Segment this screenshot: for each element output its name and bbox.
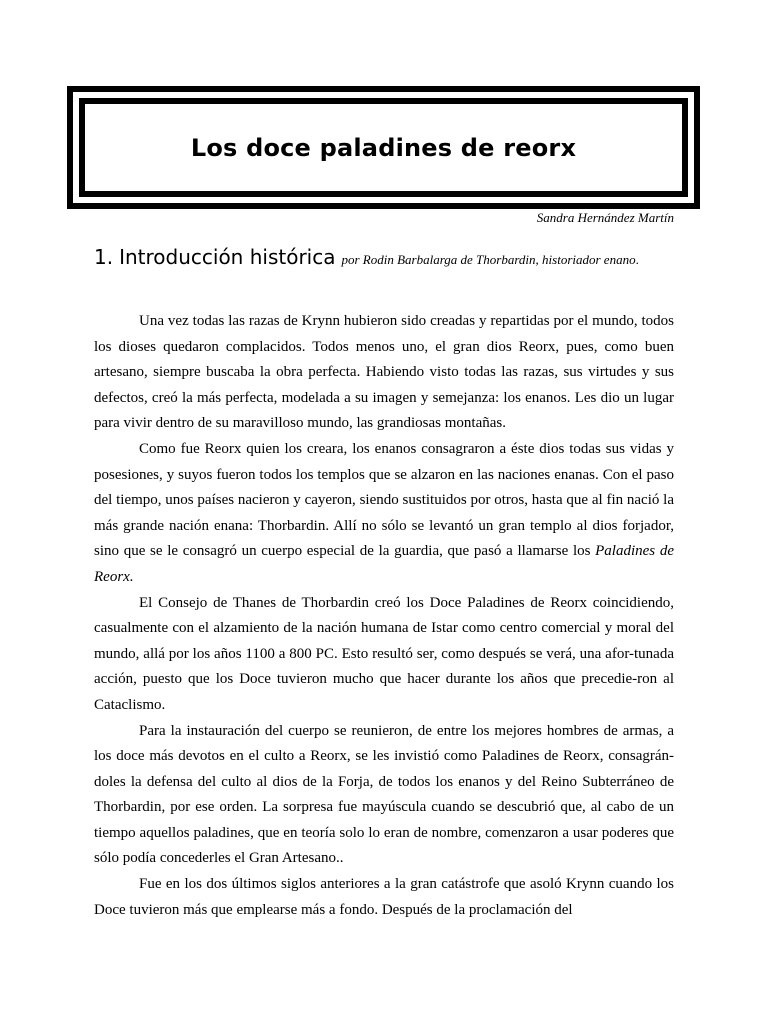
paragraph: [94, 437, 674, 591]
body-text: [94, 309, 674, 923]
section-byline: por Rodin Barbalarga de Thorbardin, historiador enano: [341, 252, 636, 267]
paragraph-text: Como fue Reorx quien los creara, los enanos consagraron a éste dios todas sus vidas y posesiones, y suyos fueron todos los templos que se alzaron en las naciones enanas. Con el paso del tiempo, unos países nacieron y cayeron, siendo sustituidos por otros, hasta que al fin nació la más grande nación enana: Thorbardin. Allí no sólo se levantó un gran templo al dios forjador, sino que se le consagró un cuerpo especial de la guardia, que pasó a llamarse los: [94, 440, 674, 560]
paragraph-text: Fue en los dos últimos siglos anteriores a la gran catástrofe que asoló Krynn cuando los Doce tuvieron más que emplearse más a fondo. Después de la proclamación del: [94, 876, 674, 918]
section-byline-period: .: [635, 252, 639, 267]
paragraph: [94, 591, 674, 719]
document-title: Los doce paladines de reorx: [190, 133, 577, 162]
paragraph: [94, 872, 674, 923]
paragraph-text: El Consejo de Thanes de Thorbardin creó los Doce Paladines de Reorx coincidiendo, casualmente con el alzamiento de la nación humana de Istar como centro comercial y moral del mundo, allá por los años 1100 a 800 PC. Esto resultó ser, como después se verá, una afor-tunada acción, puesto que los Doce tuvieron mucho que hacer durante los años que precedie-ron al Cataclismo.: [94, 594, 674, 713]
section-number: 1.: [94, 245, 114, 269]
paragraph: [94, 719, 674, 873]
paragraph-text: Para la instauración del cuerpo se reunieron, de entre los mejores hombres de armas, a los doce más devotos en el culto a Reorx, se les invistió como Paladines de Reorx, consagrán-doles la defensa del culto al dios de la Forja, de todos los enanos y del Reino Subterráneo de Thorbardin, por ese orden. La sorpresa fue mayúscula cuando se descubrió que, al cabo de un tiempo aquellos paladines, que en teoría solo lo eran de nombre, comenzaron a usar poderes que sólo podía concederles el Gran Artesano..: [94, 722, 674, 867]
paragraph-emphasis: Paladines de Reorx.: [94, 543, 674, 585]
paragraph-text: Una vez todas las razas de Krynn hubieron sido creadas y repartidas por el mundo, todos los dioses quedaron complacidos. Todos menos uno, el gran dios Reorx, pues, como buen artesano, siempre buscaba la obra perfecta. Habiendo visto todas las razas, sus virtudes y sus defectos, creó la más perfecta, modelada a su imagen y semejanza: los enanos. Les dio un lugar para vivir dentro de su maravilloso mundo, las grandiosas montañas.: [94, 313, 674, 432]
section-title: Introducción histórica: [119, 245, 336, 269]
paragraph: [94, 309, 674, 437]
section-heading: [94, 246, 674, 271]
author-name: Sandra Hernández Martín: [536, 210, 674, 225]
title-frame: [67, 86, 700, 209]
title-inner-border: [79, 98, 688, 197]
